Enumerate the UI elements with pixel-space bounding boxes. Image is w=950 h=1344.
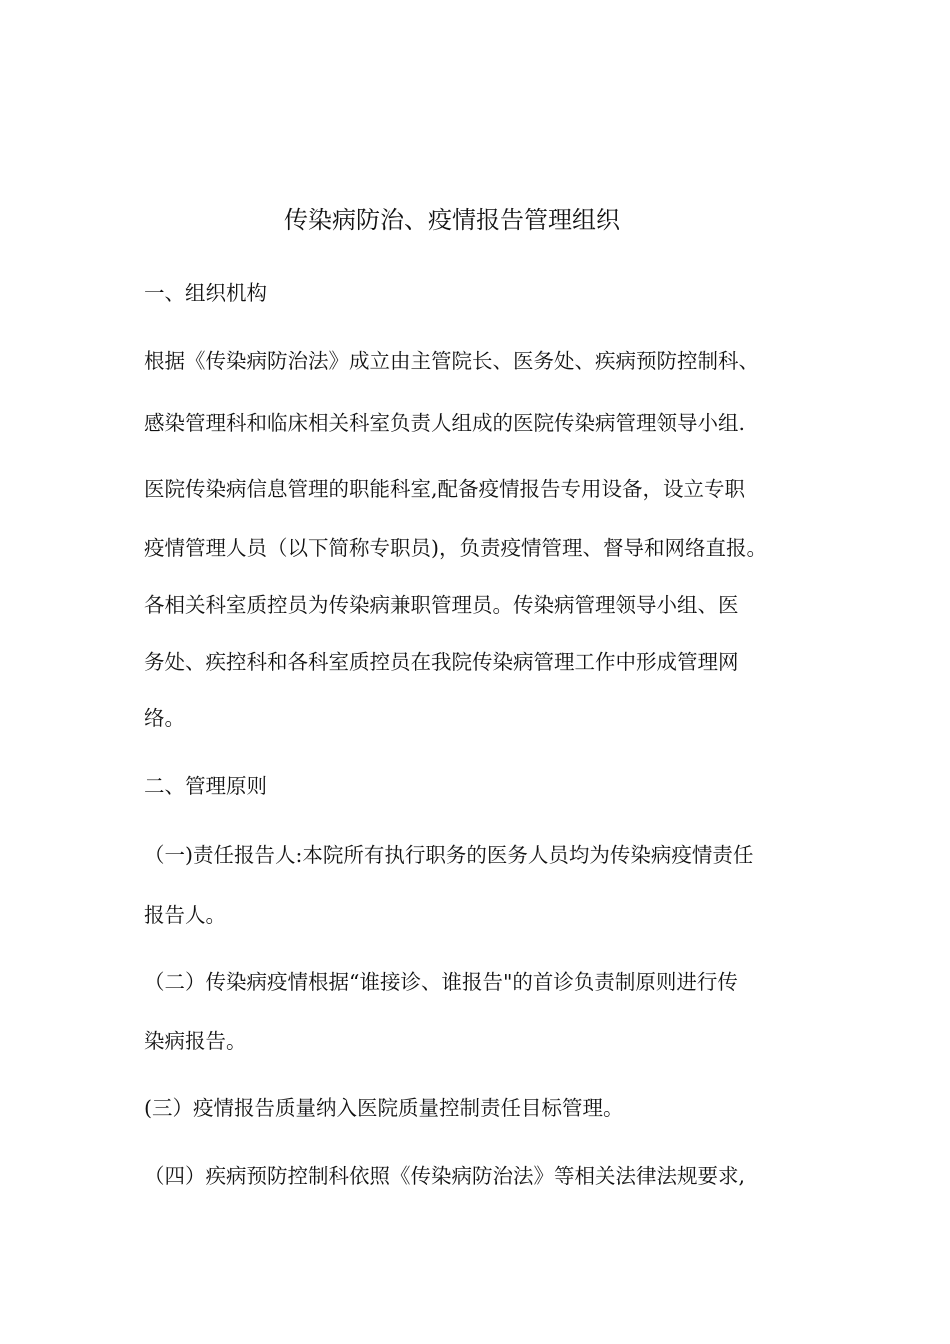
paragraph-line: 感染管理科和临床相关科室负责人组成的医院传染病管理领导小组. [144,411,746,435]
paragraph-line: （四）疾病预防控制科依照《传染病防治法》等相关法律法规要求, [144,1164,746,1188]
paragraph-line: 务处、疾控科和各科室质控员在我院传染病管理工作中形成管理网 [144,650,739,674]
paragraph-line: 医院传染病信息管理的职能科室,配备疫情报告专用设备，设立专职 [144,477,746,501]
paragraph-line: 报告人。 [144,903,226,927]
paragraph-line: 染病报告。 [144,1029,247,1053]
paragraph-line: (三）疫情报告质量纳入医院质量控制责任目标管理。 [144,1096,624,1120]
section-heading-principles: 二、管理原则 [144,774,267,798]
section-heading-organization: 一、组织机构 [144,281,267,305]
paragraph-line: 络。 [144,706,185,730]
paragraph-line: （二）传染病疫情根据“谁接诊、谁报告"的首诊负责制原则进行传 [144,970,738,994]
document-title: 传染病防治、疫情报告管理组织 [284,206,620,234]
paragraph-line: 疫情管理人员（以下简称专职员)，负责疫情管理、督导和网络直报。 [144,536,767,560]
paragraph-line: （一)责任报告人:本院所有执行职务的医务人员均为传染病疫情责任 [144,843,754,867]
paragraph-line: 根据《传染病防治法》成立由主管院长、医务处、疾病预防控制科、 [144,349,759,373]
paragraph-line: 各相关科室质控员为传染病兼职管理员。传染病管理领导小组、医 [144,593,739,617]
